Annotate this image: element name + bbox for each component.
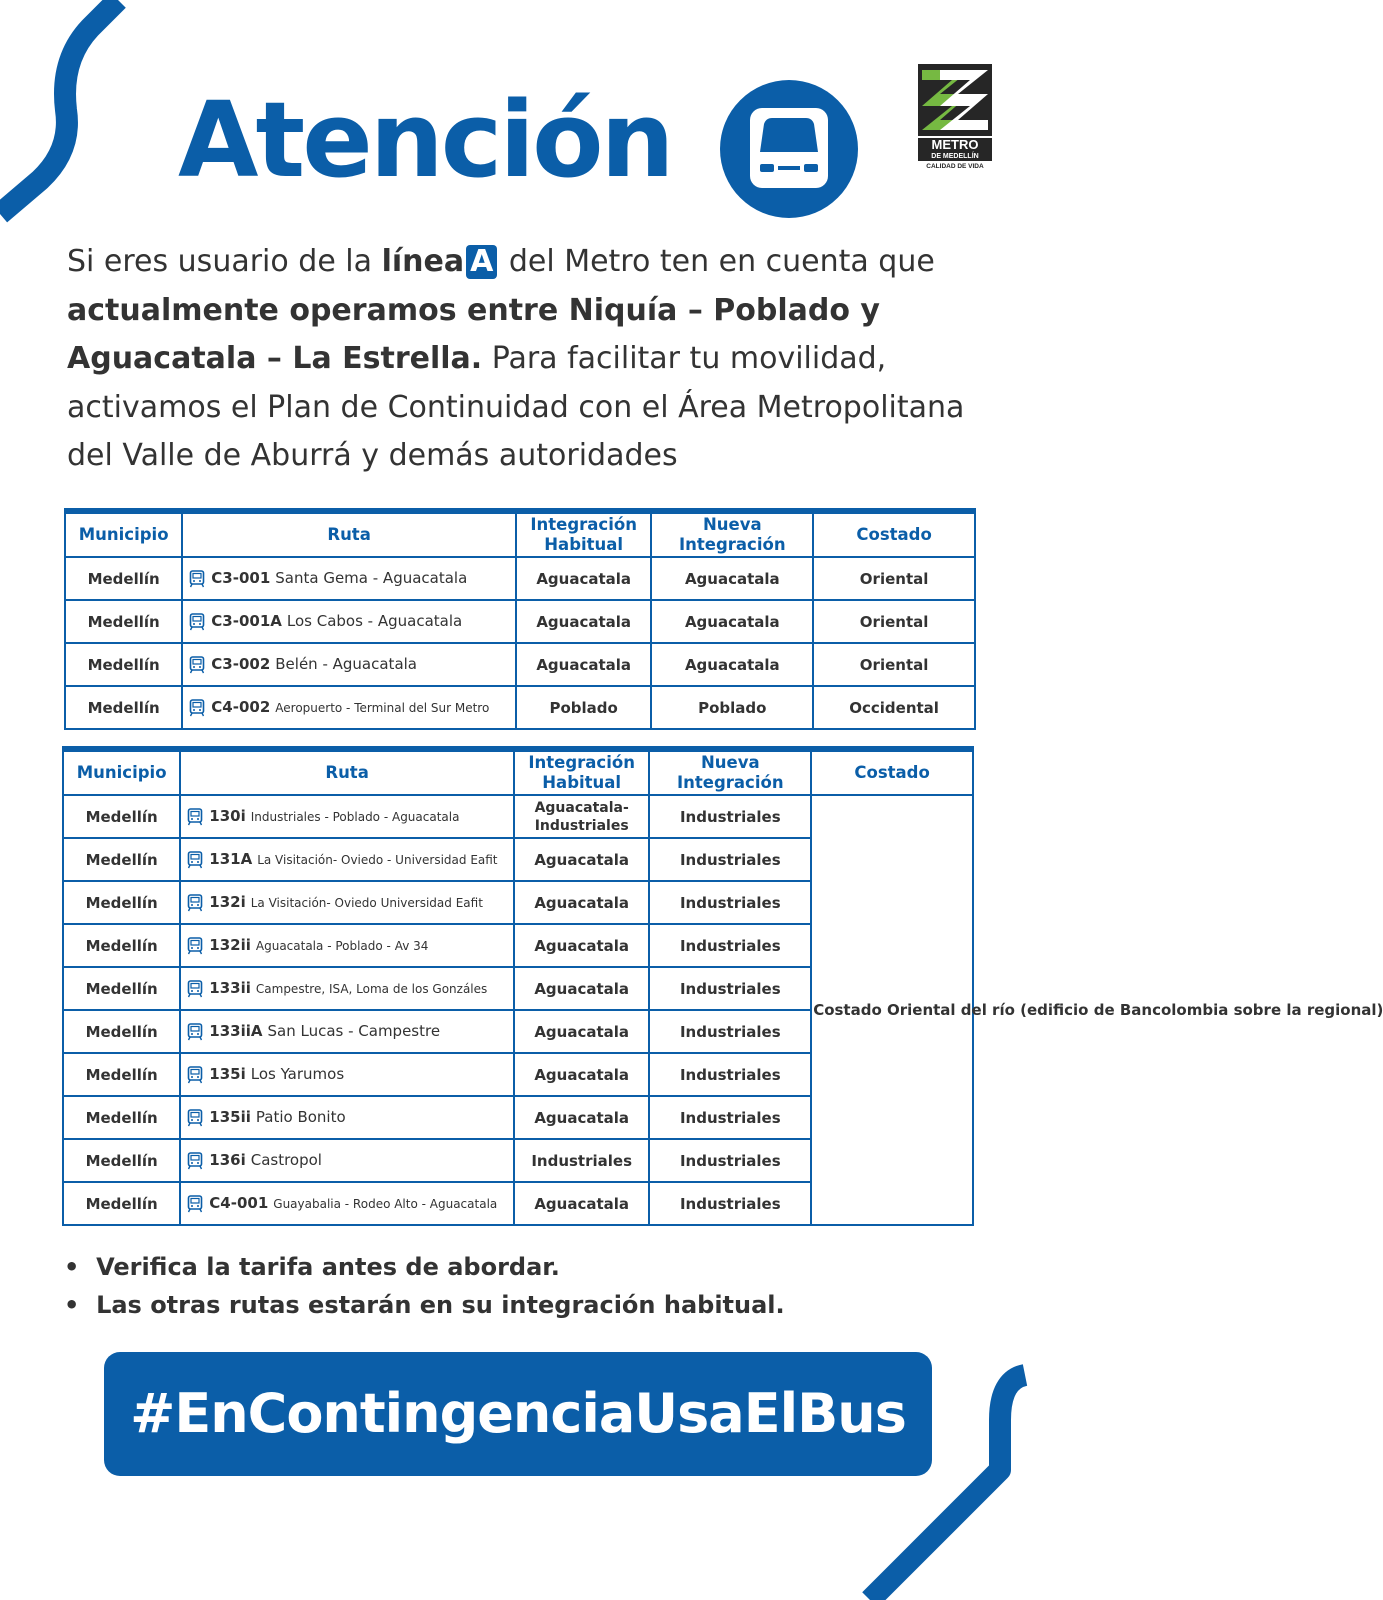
- cell-costado-merged: Costado Oriental del río (edificio de Bancolombia sobre la regional): [811, 795, 973, 1225]
- cell-municipio: Medellín: [65, 686, 182, 729]
- habitual-value: Aguacatala: [536, 655, 632, 674]
- cell-ruta: [182, 686, 516, 729]
- cell-municipio: Medellín: [65, 557, 182, 600]
- routes-table-2: [62, 746, 1383, 1226]
- cell-nueva-integracion: Poblado: [651, 686, 813, 729]
- habitual-value: Aguacatala: [534, 1108, 630, 1127]
- cell-nueva-integracion: Industriales: [649, 795, 811, 838]
- cell-municipio: Medellín: [63, 1010, 180, 1053]
- bus-icon: [187, 808, 203, 826]
- cell-municipio: Medellín: [63, 1053, 180, 1096]
- bus-icon: [187, 851, 203, 869]
- habitual-value: Aguacatala: [534, 1065, 630, 1084]
- cell-ruta: [182, 600, 516, 643]
- header-costado: Costado: [813, 511, 975, 557]
- route-name: Industriales - Poblado - Aguacatala: [250, 810, 460, 825]
- bus-icon: [187, 1152, 203, 1170]
- cell-nueva-integracion: Industriales: [649, 1010, 811, 1053]
- cell-municipio: Medellín: [63, 838, 180, 881]
- logo-name: METRO: [918, 138, 992, 152]
- bus-icon: [187, 980, 203, 998]
- cell-ruta: [180, 795, 514, 838]
- cell-integracion-habitual: [514, 1010, 649, 1053]
- cell-ruta: [180, 924, 514, 967]
- cell-nueva-integracion: Industriales: [649, 1053, 811, 1096]
- route-code: C4-002: [211, 698, 271, 717]
- header-nueva-integracion: Nueva Integración: [651, 511, 813, 557]
- note-text: Verifica la tarifa antes de abordar.: [96, 1253, 560, 1281]
- cell-costado: Oriental: [813, 600, 975, 643]
- route-name: Campestre, ISA, Loma de los Gonzáles: [255, 982, 488, 997]
- route-code: 133ii: [209, 979, 251, 998]
- bus-icon: [187, 1195, 203, 1213]
- route-name: Patio Bonito: [255, 1108, 346, 1127]
- cell-ruta: [180, 1096, 514, 1139]
- route-code: C3-001A: [211, 612, 282, 631]
- page-title: Atención: [178, 79, 672, 201]
- cell-nueva-integracion: Industriales: [649, 967, 811, 1010]
- habitual-value: Aguacatala-Industriales: [534, 799, 629, 834]
- table-row: [65, 600, 975, 643]
- cell-ruta: [180, 1053, 514, 1096]
- cell-municipio: Medellín: [63, 924, 180, 967]
- habitual-value: Aguacatala: [536, 569, 632, 588]
- bus-icon: [187, 1023, 203, 1041]
- bus-icon: [189, 656, 205, 674]
- header-integracion-habitual: Integración Habitual: [514, 749, 649, 795]
- header-municipio: Municipio: [65, 511, 182, 557]
- route-name: La Visitación- Oviedo - Universidad Eafit: [257, 853, 498, 868]
- route-name: Guayabalia - Rodeo Alto - Aguacatala: [273, 1197, 498, 1212]
- cell-integracion-habitual: [516, 643, 651, 686]
- note-item: • Las otras rutas estarán en su integración habitual.: [64, 1291, 785, 1319]
- intro-bold: actualmente operamos entre Niquía – Poblado y Aguacatala – La Estrella.: [67, 292, 880, 376]
- cell-ruta: [180, 1182, 514, 1225]
- cell-nueva-integracion: Aguacatala: [651, 600, 813, 643]
- route-code: C3-002: [211, 655, 271, 674]
- cell-nueva-integracion: Industriales: [649, 1139, 811, 1182]
- cell-costado: Oriental: [813, 643, 975, 686]
- habitual-value: Aguacatala: [534, 936, 630, 955]
- header-nueva-integracion: Nueva Integración: [649, 749, 811, 795]
- metro-logo-icon: [918, 64, 992, 136]
- bus-icon: [187, 1066, 203, 1084]
- logo-tagline: CALIDAD DE VIDA: [926, 163, 984, 170]
- cell-integracion-habitual: [514, 1096, 649, 1139]
- cell-ruta: [182, 557, 516, 600]
- habitual-value: Aguacatala: [534, 979, 630, 998]
- cell-ruta: [182, 643, 516, 686]
- route-code: 132i: [209, 893, 246, 912]
- line-a-badge: A: [466, 245, 497, 279]
- cell-integracion-habitual: [514, 1053, 649, 1096]
- bus-icon: [189, 613, 205, 631]
- note-text: Las otras rutas estarán en su integración habitual.: [96, 1291, 785, 1319]
- note-item: • Verifica la tarifa antes de abordar.: [64, 1253, 560, 1281]
- route-name: Castropol: [250, 1151, 322, 1170]
- cell-nueva-integracion: Industriales: [649, 881, 811, 924]
- cell-municipio: Medellín: [63, 881, 180, 924]
- cell-ruta: [180, 967, 514, 1010]
- logo-sub: DE MEDELLÍN: [918, 152, 992, 161]
- table-row: [65, 557, 975, 600]
- table-row: [63, 795, 973, 838]
- habitual-value: Poblado: [549, 698, 618, 717]
- cell-integracion-habitual: [514, 967, 649, 1010]
- train-front-icon: [720, 80, 858, 218]
- cell-integracion-habitual: [514, 924, 649, 967]
- cell-costado: Occidental: [813, 686, 975, 729]
- habitual-value: Aguacatala: [536, 612, 632, 631]
- cell-ruta: [180, 881, 514, 924]
- cell-costado: Oriental: [813, 557, 975, 600]
- route-code: 136i: [209, 1151, 246, 1170]
- header-costado: Costado: [811, 749, 973, 795]
- cell-integracion-habitual: [514, 1182, 649, 1225]
- intro-text-2: del Metro ten en cuenta que: [499, 244, 935, 279]
- route-name: Aguacatala - Poblado - Av 34: [255, 939, 429, 954]
- bus-icon: [187, 894, 203, 912]
- intro-text-3: Para facilitar tu movilidad, activamos el Plan de Continuidad con el Área Metropolitana del Valle de Aburrá y demás autoridades: [67, 341, 965, 473]
- bus-icon: [189, 699, 205, 717]
- cell-integracion-habitual: [516, 600, 651, 643]
- habitual-value: Aguacatala: [534, 1194, 630, 1213]
- cell-integracion-habitual: [514, 881, 649, 924]
- route-name: San Lucas - Campestre: [267, 1022, 441, 1041]
- route-name: Aeropuerto - Terminal del Sur Metro: [275, 701, 490, 716]
- habitual-value: Aguacatala: [534, 893, 630, 912]
- metro-logo: [918, 64, 992, 170]
- cell-ruta: [180, 838, 514, 881]
- cell-nueva-integracion: Industriales: [649, 1182, 811, 1225]
- notes-list: [64, 1248, 785, 1324]
- cell-nueva-integracion: Aguacatala: [651, 557, 813, 600]
- cell-nueva-integracion: Industriales: [649, 924, 811, 967]
- header-municipio: Municipio: [63, 749, 180, 795]
- habitual-value: Industriales: [531, 1151, 633, 1170]
- cell-ruta: [180, 1139, 514, 1182]
- cell-municipio: Medellín: [63, 1182, 180, 1225]
- habitual-value: Aguacatala: [534, 850, 630, 869]
- route-code: 135ii: [209, 1108, 251, 1127]
- route-code: C3-001: [211, 569, 271, 588]
- route-name: La Visitación- Oviedo Universidad Eafit: [250, 896, 483, 911]
- hashtag-banner: #EnContingenciaUsaElBus: [104, 1352, 932, 1476]
- cell-integracion-habitual: [516, 686, 651, 729]
- cell-integracion-habitual: [516, 557, 651, 600]
- cell-municipio: Medellín: [63, 1139, 180, 1182]
- cell-integracion-habitual: [514, 1139, 649, 1182]
- cell-nueva-integracion: Industriales: [649, 838, 811, 881]
- cell-municipio: Medellín: [63, 1096, 180, 1139]
- intro-paragraph: [67, 238, 997, 481]
- route-code: 130i: [209, 807, 246, 826]
- cell-nueva-integracion: Industriales: [649, 1096, 811, 1139]
- habitual-value: Aguacatala: [534, 1022, 630, 1041]
- route-code: C4-001: [209, 1194, 269, 1213]
- bus-icon: [187, 937, 203, 955]
- route-code: 132ii: [209, 936, 251, 955]
- bus-icon: [187, 1109, 203, 1127]
- intro-text-1: Si eres usuario de la: [67, 244, 382, 279]
- cell-integracion-habitual: [514, 795, 649, 838]
- cell-nueva-integracion: Aguacatala: [651, 643, 813, 686]
- route-name: Los Cabos - Aguacatala: [286, 612, 463, 631]
- cell-municipio: Medellín: [63, 967, 180, 1010]
- header-integracion-habitual: Integración Habitual: [516, 511, 651, 557]
- route-name: Los Yarumos: [250, 1065, 345, 1084]
- header-ruta: Ruta: [182, 511, 516, 557]
- header-ruta: Ruta: [180, 749, 514, 795]
- cell-integracion-habitual: [514, 838, 649, 881]
- cell-ruta: [180, 1010, 514, 1053]
- cell-municipio: Medellín: [63, 795, 180, 838]
- route-name: Belén - Aguacatala: [275, 655, 417, 674]
- cell-municipio: Medellín: [65, 600, 182, 643]
- route-code: 133iiA: [209, 1022, 263, 1041]
- intro-linea: línea: [381, 244, 465, 279]
- route-code: 135i: [209, 1065, 246, 1084]
- table-row: [65, 643, 975, 686]
- routes-table-1: [64, 508, 976, 730]
- bus-icon: [189, 570, 205, 588]
- table-row: [65, 686, 975, 729]
- cell-municipio: Medellín: [65, 643, 182, 686]
- route-code: 131A: [209, 850, 253, 869]
- route-name: Santa Gema - Aguacatala: [275, 569, 468, 588]
